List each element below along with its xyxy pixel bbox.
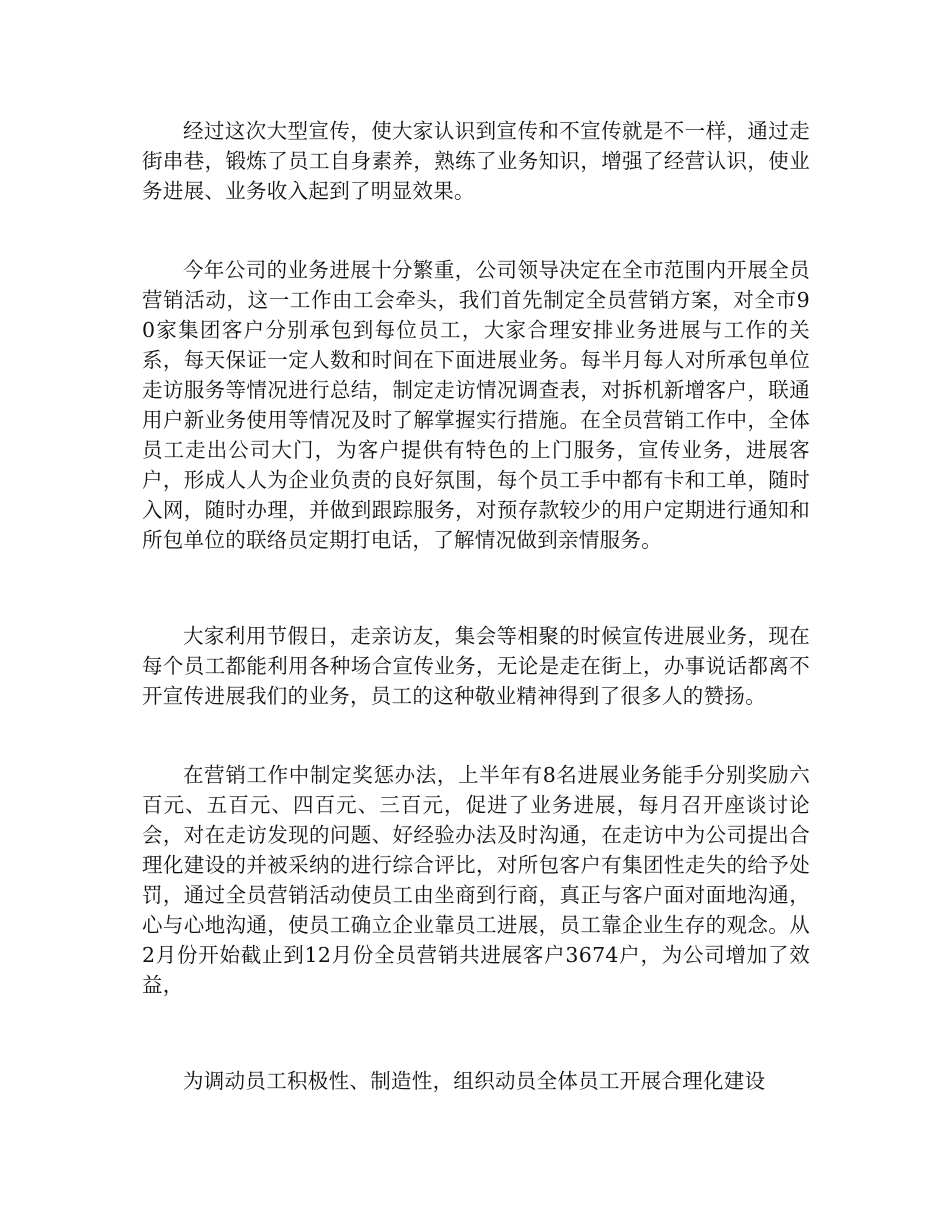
paragraph-rationalization: 为调动员工积极性、制造性，组织动员全体员工开展合理化建设: [183, 1069, 766, 1093]
paragraph-publicity-effect: 经过这次大型宣传，使大家认识到宣传和不宣传就是不一样，通过走街串巷，锻炼了员工自身素养，熟练了业务知识，增强了经营认识，使业务进展、业务收入起到了明显效果。: [142, 119, 810, 203]
paragraph-rewards-and-penalties: 在营销工作中制定奖惩办法，上半年有8名进展业务能手分别奖励六百元、五百元、四百元、三百元，促进了业务进展，每月召开座谈讨论会，对在走访发现的问题、好经验办法及时沟通，在走访中为公司提出合理化建设的并被采纳的进行综合评比，对所包客户有集团性走失的给予处罚，通过全员营销活动使员工由坐商到行商，真正与客户面对面地沟通，心与心地沟通，使员工确立企业靠员工进展，员工靠企业生存的观念。从2月份开始截止到12月份全员营销共进展客户3674户，为公司增加了效益，: [142, 763, 810, 997]
paragraph-holiday-promotion: 大家利用节假日，走亲访友，集会等相聚的时候宣传进展业务，现在每个员工都能利用各种场合宣传业务，无论是走在街上，办事说话都离不开宣传进展我们的业务，员工的这种敬业精神得到了很多人的赞扬。: [142, 624, 810, 708]
paragraph-full-staff-marketing: 今年公司的业务进展十分繁重，公司领导决定在全市范围内开展全员营销活动，这一工作由工会牵头，我们首先制定全员营销方案，对全市90家集团客户分别承包到每位员工，大家合理安排业务进展与工作的关系，每天保证一定人数和时间在下面进展业务。每半月每人对所承包单位走访服务等情况进行总结，制定走访情况调查表，对拆机新增客户，联通用户新业务使用等情况及时了解掌握实行措施。在全员营销工作中，全体员工走出公司大门，为客户提供有特色的上门服务，宣传业务，进展客户，形成人人为企业负责的良好氛围，每个员工手中都有卡和工单，随时入网，随时办理，并做到跟踪服务，对预存款较少的用户定期进行通知和所包单位的联络员定期打电话，了解情况做到亲情服务。: [142, 258, 810, 552]
